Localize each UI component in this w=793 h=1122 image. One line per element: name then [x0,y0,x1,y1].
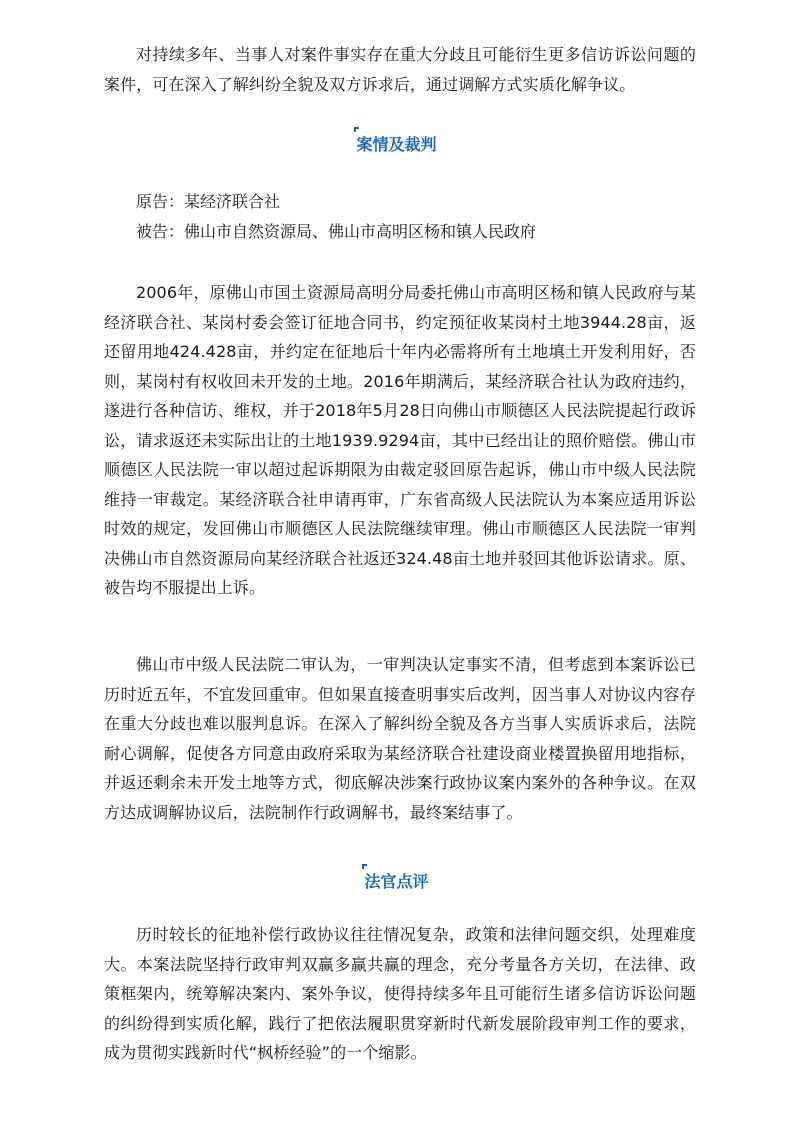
parties-block [104,187,696,247]
case-section-heading [0,133,793,163]
case-facts-paragraph: 2006年，原佛山市国土资源局高明分局委托佛山市高明区杨和镇人民政府与某经济联合社、某岗村委会签订征地合同书，约定预征收某岗村土地3944.28亩，返还留用地424.428亩，并约定在征地后十年内必需将所有土地填土开发利用好，否则，某岗村有权收回未开发的土地。2016年期满后，某经济联合社认为政府违约，遂进行各种信访、维权，并于2018年5月28日向佛山市顺德区人民法院提起行政诉讼，请求返还未实际出让的土地1939.9294亩，其中已经出让的照价赔偿。佛山市顺德区人民法院一审以超过起诉期限为由裁定驳回原告起诉，佛山市中级人民法院维持一审裁定。某经济联合社申请再审，广东省高级人民法院认为本案应适用诉讼时效的规定，发回佛山市顺德区人民法院继续审理。佛山市顺德区人民法院一审判决佛山市自然资源局向某经济联合社返还324.48亩土地并驳回其他诉讼请求。原、被告均不服提出上诉。 [104,283,696,597]
defendant-line: 被告：佛山市自然资源局、佛山市高明区杨和镇人民政府 [136,222,537,241]
case-facts-block [104,278,696,603]
judge-comment-block [104,920,696,1068]
intro-paragraph: 对持续多年、当事人对案件事实存在重大分歧且可能衍生更多信访诉讼问题的案件，可在深入了解纠纷全貌及双方诉求后，通过调解方式实质化解争议。 [104,45,696,94]
comment-section-heading [0,870,793,900]
heading-corner-mark-icon [362,864,367,869]
plaintiff-line: 原告：某经济联合社 [136,192,281,211]
comment-heading-text: 法官点评 [364,872,429,891]
judge-comment-paragraph: 历时较长的征地补偿行政协议往往情况复杂，政策和法律问题交织，处理难度大。本案法院坚持行政审判双赢多赢共赢的理念，充分考量各方关切，在法律、政策框架内，统筹解决案内、案外争议，使得持续多年且可能衍生诸多信访诉讼问题的纠纷得到实质化解，践行了把依法履职贯穿新时代新发展阶段审判工作的要求，成为贯彻实践新时代“枫桥经验”的一个缩影。 [104,925,696,1062]
heading-corner-mark-icon [354,127,359,132]
second-instance-paragraph: 佛山市中级人民法院二审认为，一审判决认定事实不清，但考虑到本案诉讼已历时近五年，不宜发回重审。但如果直接查明事实后改判，因当事人对协议内容存在重大分歧也难以服判息诉。在深入了解纠纷全貌及各方当事人实质诉求后，法院耐心调解，促使各方同意由政府采取为某经济联合社建设商业楼置换留用地指标，并返还剩余未开发土地等方式，彻底解决涉案行政协议案内案外的各种争议。在双方达成调解协议后，法院制作行政调解书，最终案结事了。 [104,655,696,822]
intro-block [104,40,696,99]
case-heading-text: 案情及裁判 [356,135,437,154]
second-instance-block [104,650,696,827]
